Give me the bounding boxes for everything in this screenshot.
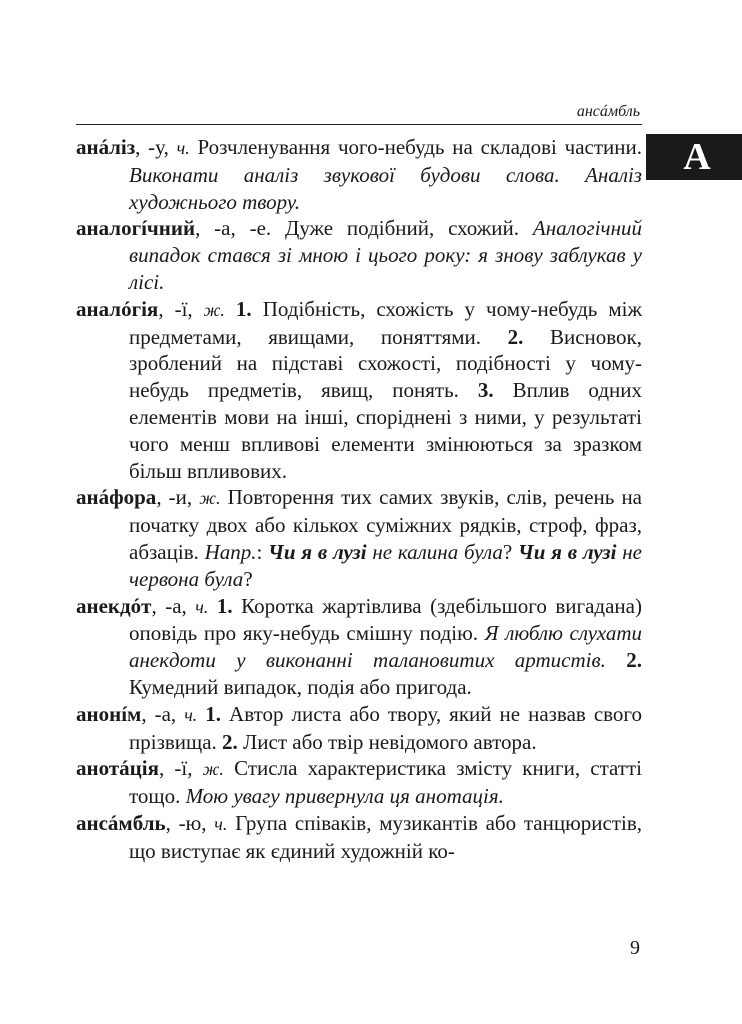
headword: анонíм [76,701,142,726]
sense-number: 2. [605,648,642,673]
inflection: , -и, [156,485,200,510]
definition: Автор листа або твору, який не назвав свого прізвища. [129,701,643,754]
example-label: Напр. [204,539,257,564]
sense-number: 3. [477,378,494,403]
gender-label: ч. [184,704,198,725]
gender-label: ч. [195,596,209,617]
headword: аналóгія [76,296,159,321]
punctuation: ? [502,539,519,564]
alphabet-tab: А [646,134,742,180]
definition: Група співаків, музикантів або танцюристів, що виступає як єдиний художній ко- [129,810,643,863]
inflection: , -ї, [158,756,203,781]
dictionary-entries [76,134,642,865]
punctuation: ? [243,566,253,591]
example-emphasis: Чи я в лузі [268,539,367,564]
dictionary-entry [76,215,642,295]
gender-label: ч. [176,138,190,158]
headword: анекдóт [76,593,152,618]
inflection: , -ї, [158,296,204,321]
dictionary-entry [76,484,642,592]
example: не червона була [129,539,642,591]
gender-label: ж. [199,488,221,509]
example: Мою увагу привернула ця анотація. [185,784,504,809]
definition: Стисла характеристика змісту книги, статті тощо. [129,756,642,809]
dictionary-entry [76,701,642,756]
dictionary-entry [76,296,642,485]
headword: анáліз [76,135,136,159]
gender-label: ж. [203,299,225,320]
gender-label: ж. [202,759,224,780]
sense-number: 1. [224,296,252,321]
headword: анáфора [76,485,157,510]
running-header: ансáмбль [576,103,640,120]
definition: Дуже подібний, схожий. [271,216,533,241]
example: Виконати аналіз звукової будови слова. Аналіз художнього твору. [129,162,642,214]
definition: Повторення тих самих звуків, слів, речень на початку двох або кількох суміжних рядків, строф, фраз, абзаців. [129,485,642,564]
example-emphasis: Чи я в лузі [518,539,617,564]
headword: анотáція [76,756,159,781]
sense-number: 2. [222,729,238,754]
dictionary-entry [76,755,642,810]
sense-number: 2. [507,324,524,349]
dictionary-entry [76,593,642,701]
definition: Кумедний випадок, подія або пригода. [129,674,472,699]
definition: Вплив одних елементів мови на інші, споріднені з ними, у результаті чого менш впливові елементи змінюються за зразком більш впливових. [129,378,642,483]
sense-number: 1. [197,701,222,726]
sense-number: 1. [208,593,233,618]
punctuation: : [256,539,269,564]
definition: Висновок, зроблений на підставі схожості, подібності у чому-небудь предметів, явищ, понять. [129,324,642,403]
page-number: 9 [630,937,640,959]
inflection: , -ю, [165,810,215,835]
headword: ансáмбль [76,810,166,835]
definition: Розчленування чого-небудь на складові частини. [189,135,642,159]
definition: Подібність, схожість у чому-небудь між предметами, явищами, поняттями. [129,296,643,349]
dictionary-entry [76,810,642,865]
inflection: , -а, -е. [195,216,272,241]
headword: аналогíчний [76,216,196,241]
example: Я люблю слухати анекдоти у виконанні талановитих артистів. [129,621,642,673]
inflection: , -а, [151,593,196,618]
example: не калина була [366,539,503,564]
definition: Коротка жартівлива (здебільшого вигадана) оповідь про яку-небудь смішну подію. [129,593,642,646]
gender-label: ч. [214,813,228,834]
example: Аналогічний випадок стався зі мною і цього року: я знову заблукав у лісі. [129,216,642,294]
inflection: , -у, [135,135,177,159]
inflection: , -а, [141,701,185,726]
dictionary-entry [76,134,642,215]
definition: Лист або твір невідомого автора. [237,729,537,754]
header-divider [76,124,642,125]
